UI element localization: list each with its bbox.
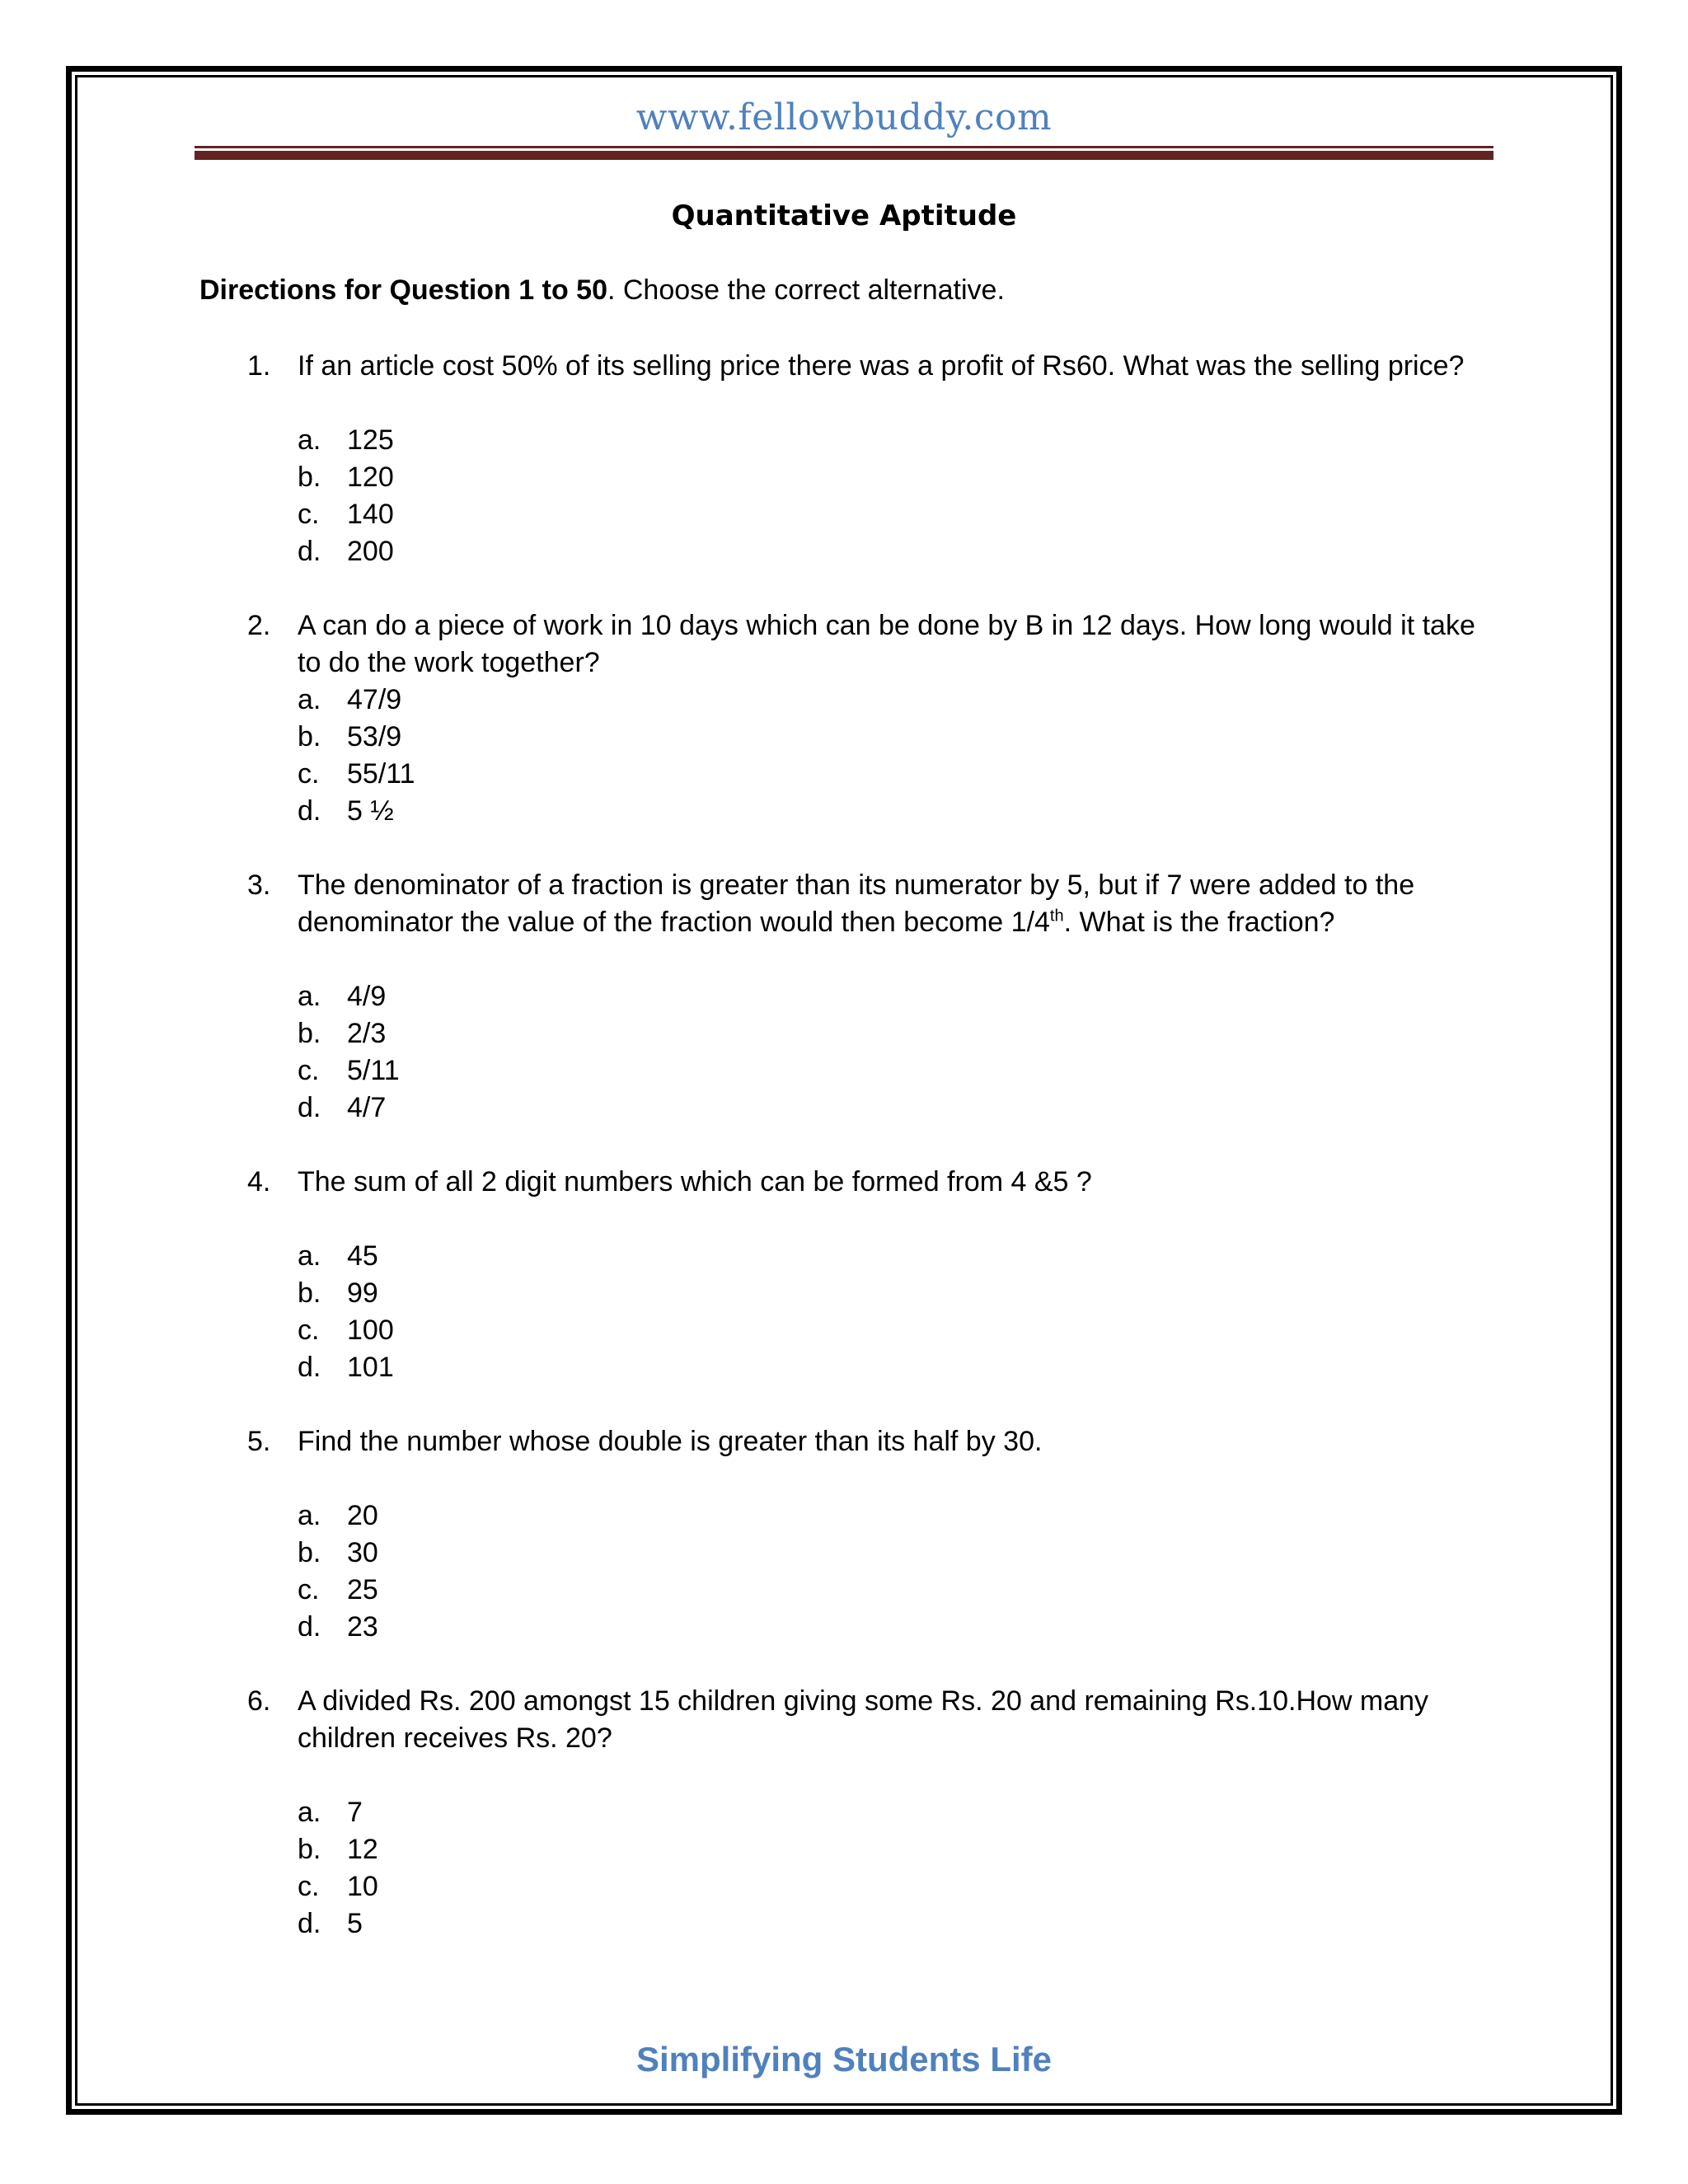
answer-option xyxy=(247,756,1484,793)
option-letter: a. xyxy=(298,981,321,1012)
answer-options-5 xyxy=(247,1497,1484,1646)
option-text: 4/9 xyxy=(347,981,387,1012)
option-letter: a. xyxy=(298,1500,321,1531)
directions xyxy=(199,274,1005,307)
answer-option xyxy=(247,1349,1484,1386)
answer-option xyxy=(247,682,1484,719)
option-letter: d. xyxy=(298,1092,321,1123)
question-number: 5. xyxy=(247,1426,271,1457)
option-text: 100 xyxy=(347,1315,394,1346)
directions-text: . Choose the correct alternative. xyxy=(607,274,1005,306)
option-text: 12 xyxy=(347,1834,378,1865)
directions-heading: Directions for Question 1 to 50 xyxy=(199,274,607,306)
option-letter: b. xyxy=(298,721,321,752)
question-number: 6. xyxy=(247,1685,271,1717)
answer-option xyxy=(247,1572,1484,1609)
option-text: 47/9 xyxy=(347,684,402,715)
answer-option xyxy=(247,1905,1484,1943)
option-letter: c. xyxy=(298,1315,320,1346)
option-letter: a. xyxy=(298,684,321,715)
answer-options-4 xyxy=(247,1238,1484,1386)
option-letter: d. xyxy=(298,1611,321,1643)
option-letter: b. xyxy=(298,1834,321,1865)
answer-option xyxy=(247,459,1484,496)
option-letter: c. xyxy=(298,1871,320,1902)
answer-options-3 xyxy=(247,978,1484,1127)
answer-options-2 xyxy=(247,682,1484,830)
option-letter: d. xyxy=(298,1352,321,1383)
option-letter: a. xyxy=(298,1797,321,1828)
option-text: 101 xyxy=(347,1352,394,1383)
answer-option xyxy=(247,533,1484,570)
option-text: 5 ½ xyxy=(347,795,394,827)
option-letter: c. xyxy=(298,758,320,790)
answer-option xyxy=(247,1831,1484,1868)
answer-option xyxy=(247,1535,1484,1572)
question-text-end: . What is the fraction? xyxy=(1063,907,1335,938)
question-number: 3. xyxy=(247,869,271,901)
option-text: 125 xyxy=(347,424,394,456)
option-letter: a. xyxy=(298,424,321,456)
option-text: 23 xyxy=(347,1611,378,1643)
answer-option xyxy=(247,1275,1484,1312)
option-letter: a. xyxy=(298,1240,321,1272)
answer-option xyxy=(247,719,1484,756)
question-text: The sum of all 2 digit numbers which can be formed from 4 &5 ? xyxy=(298,1166,1092,1197)
question-number: 2. xyxy=(247,610,271,641)
answer-option xyxy=(247,1312,1484,1349)
option-text: 10 xyxy=(347,1871,378,1902)
option-letter: b. xyxy=(298,1277,321,1309)
document-title: Quantitative Aptitude xyxy=(671,199,1017,232)
question-number: 4. xyxy=(247,1166,271,1197)
option-letter: d. xyxy=(298,1908,321,1939)
option-text: 5/11 xyxy=(347,1055,400,1086)
option-text: 2/3 xyxy=(347,1018,387,1049)
site-url-header: www.fellowbuddy.com xyxy=(635,96,1053,138)
option-text: 200 xyxy=(347,536,394,567)
option-text: 53/9 xyxy=(347,721,402,752)
ordinal-superscript: th xyxy=(1049,907,1064,926)
question-2 xyxy=(247,607,1484,682)
option-letter: c. xyxy=(298,1055,320,1086)
answer-option xyxy=(247,978,1484,1015)
header-rule-thick xyxy=(195,151,1493,160)
answer-option xyxy=(247,1238,1484,1275)
option-text: 30 xyxy=(347,1537,378,1568)
option-letter: b. xyxy=(298,462,321,493)
question-5 xyxy=(247,1423,1484,1460)
option-text: 55/11 xyxy=(347,758,415,790)
option-text: 5 xyxy=(347,1908,363,1939)
answer-option xyxy=(247,422,1484,459)
question-text xyxy=(298,867,1484,941)
answer-option xyxy=(247,1090,1484,1127)
header-rule-thin xyxy=(195,146,1493,148)
answer-option xyxy=(247,793,1484,830)
option-text: 7 xyxy=(347,1797,363,1828)
option-letter: c. xyxy=(298,499,320,530)
question-1 xyxy=(247,348,1484,385)
option-letter: c. xyxy=(298,1574,320,1605)
footer-tagline: Simplifying Students Life xyxy=(635,2040,1053,2079)
question-text: A divided Rs. 200 amongst 15 children giving some Rs. 20 and remaining Rs.10.How many children receives Rs. 20? xyxy=(298,1685,1429,1754)
option-text: 45 xyxy=(347,1240,378,1272)
option-letter: d. xyxy=(298,536,321,567)
question-text: Find the number whose double is greater than its half by 30. xyxy=(298,1426,1043,1457)
question-list xyxy=(247,348,1484,1943)
question-text-main: The denominator of a fraction is greater than its numerator by 5, but if 7 were added to the denominator the value of the fraction would then become 1/4 xyxy=(298,869,1415,938)
option-letter: d. xyxy=(298,795,321,827)
question-number: 1. xyxy=(247,350,271,382)
answer-option xyxy=(247,1052,1484,1090)
question-4 xyxy=(247,1164,1484,1201)
option-text: 140 xyxy=(347,499,394,530)
answer-option xyxy=(247,496,1484,533)
answer-option xyxy=(247,1015,1484,1052)
option-letter: b. xyxy=(298,1537,321,1568)
question-3 xyxy=(247,867,1484,941)
answer-option xyxy=(247,1868,1484,1905)
question-text: A can do a piece of work in 10 days which can be done by B in 12 days. How long would it take to do the work together? xyxy=(298,610,1475,678)
question-6 xyxy=(247,1683,1484,1757)
option-text: 25 xyxy=(347,1574,378,1605)
answer-option xyxy=(247,1497,1484,1535)
option-text: 120 xyxy=(347,462,394,493)
option-letter: b. xyxy=(298,1018,321,1049)
option-text: 4/7 xyxy=(347,1092,387,1123)
answer-options-6 xyxy=(247,1794,1484,1943)
answer-options-1 xyxy=(247,422,1484,570)
option-text: 99 xyxy=(347,1277,378,1309)
option-text: 20 xyxy=(347,1500,378,1531)
answer-option xyxy=(247,1794,1484,1831)
answer-option xyxy=(247,1609,1484,1646)
question-text: If an article cost 50% of its selling price there was a profit of Rs60. What was the selling price? xyxy=(298,350,1465,382)
